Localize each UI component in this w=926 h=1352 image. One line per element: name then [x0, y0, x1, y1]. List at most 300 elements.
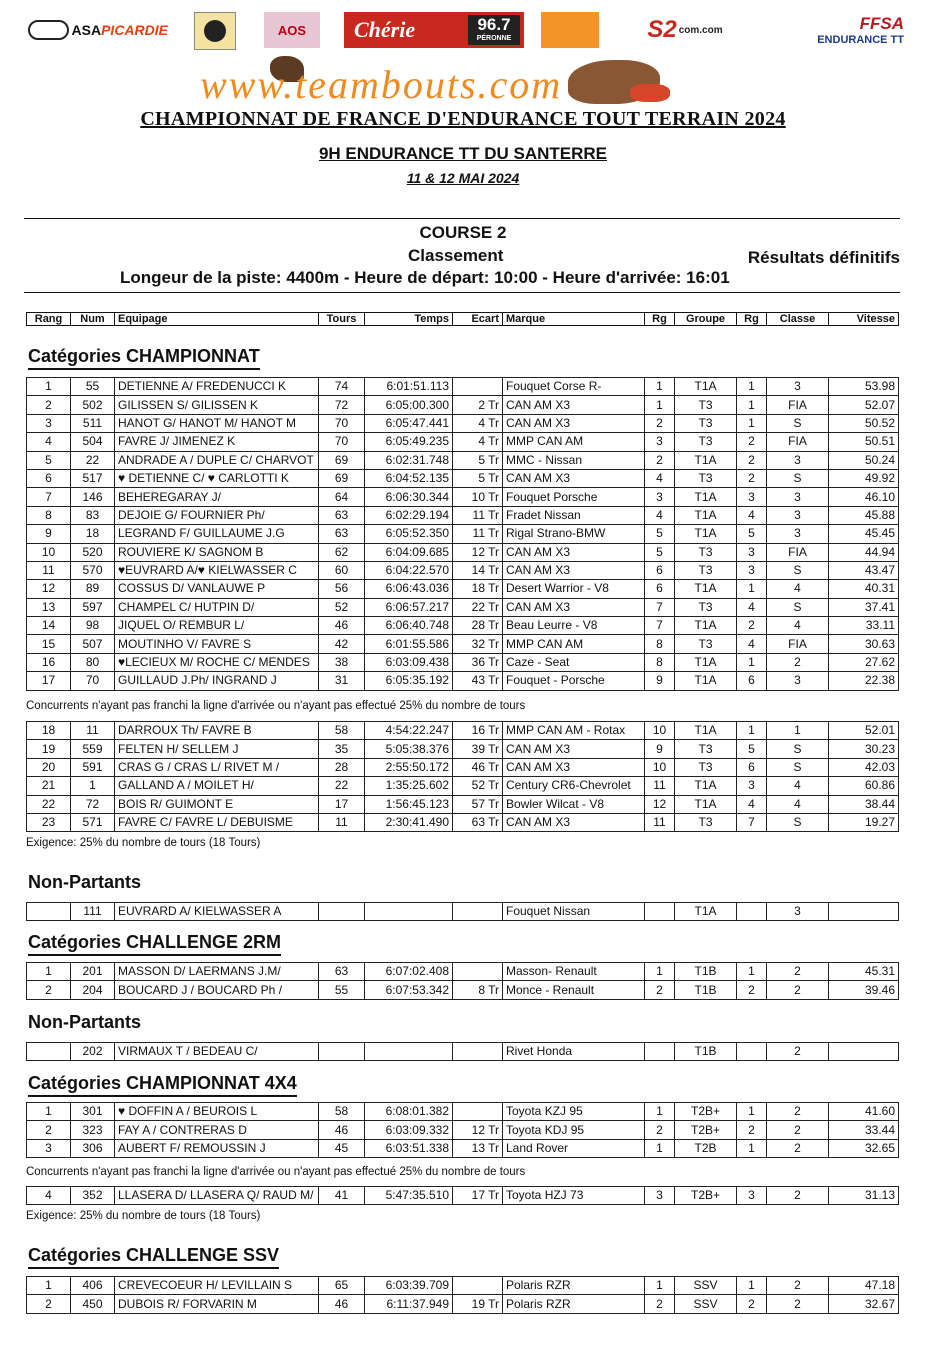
cell-num: 11 [71, 722, 115, 740]
cell-vitesse: 45.88 [829, 506, 899, 524]
sponsor-logo-strip [28, 12, 904, 52]
cell-equipage: COSSUS D/ VANLAUWE P [115, 580, 319, 598]
section-title-non-partants-2: Non-Partants [28, 1012, 142, 1032]
cell-classe: S [767, 813, 829, 831]
results-table-championnat-4x4 [26, 1102, 899, 1158]
cell-num: 1 [71, 777, 115, 795]
cell-temps: 6:06:43.036 [365, 580, 453, 598]
cell-num: 18 [71, 525, 115, 543]
cell-tours: 55 [319, 981, 365, 999]
cell-equipage: GILISSEN S/ GILISSEN K [115, 396, 319, 414]
cell-marque: CAN AM X3 [503, 758, 645, 776]
cell-temps: 4:54:22.247 [365, 722, 453, 740]
cell-equipage: BOUCARD J / BOUCARD Ph / [115, 981, 319, 999]
cell-temps: 6:07:02.408 [365, 963, 453, 981]
results-table-championnat-4x4-nc [26, 1186, 899, 1205]
cell-rang: 4 [27, 433, 71, 451]
cell-temps: 1:56:45.123 [365, 795, 453, 813]
cell-marque: Rivet Honda [503, 1043, 645, 1061]
cell-tours: 52 [319, 598, 365, 616]
cell-equipage: VIRMAUX T / BEDEAU C/ [115, 1043, 319, 1061]
cell-equipage: ♥EUVRARD A/♥ KIELWASSER C [115, 561, 319, 579]
cell-vitesse: 45.31 [829, 963, 899, 981]
cherie-city: PÉRONNE [476, 35, 512, 42]
cell-vitesse: 46.10 [829, 488, 899, 506]
picardie-logo [194, 12, 236, 50]
table-row [27, 777, 899, 795]
cell-classe: 4 [767, 777, 829, 795]
cell-num: 352 [71, 1187, 115, 1205]
cell-temps: 6:04:09.685 [365, 543, 453, 561]
cell-classe: 2 [767, 1121, 829, 1139]
cell-rg-groupe: 5 [645, 543, 675, 561]
cell-tours: 74 [319, 378, 365, 396]
cell-rg-groupe: 1 [645, 396, 675, 414]
results-table-championnat [26, 377, 899, 691]
cell-classe: FIA [767, 396, 829, 414]
cell-vitesse [829, 1043, 899, 1061]
cell-marque: MMP CAN AM - Rotax [503, 722, 645, 740]
cell-rg-classe: 6 [737, 672, 767, 690]
cell-rang: 1 [27, 378, 71, 396]
cell-rg-classe: 1 [737, 1277, 767, 1295]
cell-temps: 6:05:00.300 [365, 396, 453, 414]
s2-logo-suffix: com.com [678, 24, 723, 36]
col-vitesse: Vitesse [829, 313, 899, 326]
cell-rg-groupe: 1 [645, 963, 675, 981]
table-row [27, 1139, 899, 1157]
cell-vitesse: 33.11 [829, 617, 899, 635]
cell-equipage: FAVRE C/ FAVRE L/ DEBUISME [115, 813, 319, 831]
cell-rg-groupe: 2 [645, 1295, 675, 1313]
cell-num: 517 [71, 469, 115, 487]
cell-marque: Fouquet - Porsche [503, 672, 645, 690]
cell-rg-classe: 4 [737, 635, 767, 653]
cell-rang: 1 [27, 1103, 71, 1121]
cell-num: 591 [71, 758, 115, 776]
cell-tours: 65 [319, 1277, 365, 1295]
cell-rg-classe: 1 [737, 653, 767, 671]
col-temps: Temps [365, 313, 453, 326]
table-row [27, 722, 899, 740]
cell-vitesse: 53.98 [829, 378, 899, 396]
cell-rg-groupe: 3 [645, 1187, 675, 1205]
cell-vitesse: 43.47 [829, 561, 899, 579]
cell-num: 22 [71, 451, 115, 469]
cell-rg-classe: 1 [737, 414, 767, 432]
track-info-divider [24, 292, 900, 293]
cell-equipage: CHAMPEL C/ HUTPIN D/ [115, 598, 319, 616]
table-row [27, 963, 899, 981]
cell-classe: 4 [767, 795, 829, 813]
cell-temps: 2:55:50.172 [365, 758, 453, 776]
picardie-emblem-icon [204, 20, 226, 42]
cell-classe: 2 [767, 1043, 829, 1061]
table-row [27, 451, 899, 469]
s2-logo [620, 12, 750, 48]
cell-num: 202 [71, 1043, 115, 1061]
cell-num: 72 [71, 795, 115, 813]
cell-marque: MMP CAN AM [503, 635, 645, 653]
cherie-freq-box [468, 15, 520, 45]
col-groupe: Groupe [675, 313, 737, 326]
cell-rg-groupe: 11 [645, 777, 675, 795]
cell-temps: 6:08:01.382 [365, 1103, 453, 1121]
cell-rg-groupe: 10 [645, 722, 675, 740]
results-table-challenge-ssv [26, 1276, 899, 1314]
cell-tours: 28 [319, 758, 365, 776]
cell-classe: 3 [767, 451, 829, 469]
cell-rg-groupe: 9 [645, 740, 675, 758]
asa-picardie-logo [28, 12, 168, 48]
table-row [27, 1121, 899, 1139]
cell-temps: 6:06:57.217 [365, 598, 453, 616]
cell-num: 146 [71, 488, 115, 506]
cell-marque: CAN AM X3 [503, 813, 645, 831]
cell-tours: 11 [319, 813, 365, 831]
cell-marque: Desert Warrior - V8 [503, 580, 645, 598]
table-row [27, 433, 899, 451]
table-row [27, 1295, 899, 1313]
table-row [27, 617, 899, 635]
cell-ecart [453, 1043, 503, 1061]
cell-rg-groupe [645, 1043, 675, 1061]
cell-rg-classe: 5 [737, 525, 767, 543]
cell-classe: 2 [767, 1187, 829, 1205]
cell-equipage: DEJOIE G/ FOURNIER Ph/ [115, 506, 319, 524]
cell-rg-groupe: 7 [645, 617, 675, 635]
cell-vitesse: 50.24 [829, 451, 899, 469]
cell-groupe: T3 [675, 543, 737, 561]
cell-rg-groupe: 2 [645, 414, 675, 432]
cell-rg-groupe: 10 [645, 758, 675, 776]
cell-marque: Toyota KZJ 95 [503, 1103, 645, 1121]
cell-marque: Monce - Renault [503, 981, 645, 999]
cell-num: 80 [71, 653, 115, 671]
cell-rg-classe: 3 [737, 1187, 767, 1205]
cell-tours: 42 [319, 635, 365, 653]
cell-groupe: T3 [675, 433, 737, 451]
cell-tours: 38 [319, 653, 365, 671]
cell-rg-classe: 6 [737, 758, 767, 776]
cell-ecart: 57 Tr [453, 795, 503, 813]
table-row [27, 506, 899, 524]
cell-groupe: SSV [675, 1295, 737, 1313]
cell-num: 70 [71, 672, 115, 690]
cell-ecart: 14 Tr [453, 561, 503, 579]
cell-vitesse: 52.01 [829, 722, 899, 740]
cell-rang: 1 [27, 963, 71, 981]
cell-ecart: 11 Tr [453, 525, 503, 543]
asa-logo-prefix: ASA [71, 22, 102, 38]
cell-groupe: T3 [675, 469, 737, 487]
cell-equipage: MASSON D/ LAERMANS J.M/ [115, 963, 319, 981]
cell-rg-groupe: 6 [645, 580, 675, 598]
cell-groupe: T1A [675, 777, 737, 795]
table-row [27, 414, 899, 432]
cell-rang: 10 [27, 543, 71, 561]
cell-rg-classe: 1 [737, 1139, 767, 1157]
cell-ecart: 10 Tr [453, 488, 503, 506]
cell-tours: 41 [319, 1187, 365, 1205]
cell-classe: S [767, 598, 829, 616]
cell-marque: Rigal Strano-BMW [503, 525, 645, 543]
cell-tours: 56 [319, 580, 365, 598]
cell-marque: CAN AM X3 [503, 543, 645, 561]
cell-equipage: HANOT G/ HANOT M/ HANOT M [115, 414, 319, 432]
cell-num: 504 [71, 433, 115, 451]
cell-tours: 62 [319, 543, 365, 561]
cell-vitesse: 44.94 [829, 543, 899, 561]
cell-rang: 2 [27, 396, 71, 414]
results-table-non-partants-1 [26, 902, 899, 921]
cell-num: 511 [71, 414, 115, 432]
cell-groupe: SSV [675, 1277, 737, 1295]
cell-marque: Fouquet Corse R- [503, 378, 645, 396]
cell-rg-classe: 1 [737, 1103, 767, 1121]
cell-equipage: BEHEREGARAY J/ [115, 488, 319, 506]
cell-groupe: T3 [675, 561, 737, 579]
cell-rg-groupe: 8 [645, 653, 675, 671]
cell-marque: CAN AM X3 [503, 740, 645, 758]
cell-groupe: T1A [675, 653, 737, 671]
cell-ecart [453, 378, 503, 396]
cell-temps: 2:30:41.490 [365, 813, 453, 831]
cell-equipage: GUILLAUD J.Ph/ INGRAND J [115, 672, 319, 690]
cell-marque: Caze - Seat [503, 653, 645, 671]
cell-rang: 8 [27, 506, 71, 524]
cell-rg-classe: 3 [737, 561, 767, 579]
table-row [27, 813, 899, 831]
col-classe: Classe [767, 313, 829, 326]
cell-rang [27, 903, 71, 921]
table-row [27, 758, 899, 776]
cell-temps: 6:05:35.192 [365, 672, 453, 690]
section-title-championnat-4x4: Catégories CHAMPIONNAT 4X4 [28, 1073, 297, 1097]
cell-marque: CAN AM X3 [503, 414, 645, 432]
cell-groupe: T1A [675, 795, 737, 813]
cell-num: 559 [71, 740, 115, 758]
cell-rg-classe: 4 [737, 795, 767, 813]
cell-ecart: 12 Tr [453, 1121, 503, 1139]
col-tours: Tours [319, 313, 365, 326]
s2-logo-text: S2 [647, 16, 677, 43]
cell-rang: 13 [27, 598, 71, 616]
cell-groupe: T1A [675, 451, 737, 469]
cell-vitesse: 19.27 [829, 813, 899, 831]
ffsa-logo-text: FFSA [859, 14, 904, 33]
cell-vitesse: 42.03 [829, 758, 899, 776]
cell-ecart: 4 Tr [453, 414, 503, 432]
cell-classe: 2 [767, 981, 829, 999]
cell-rg-classe [737, 1043, 767, 1061]
cell-vitesse: 33.44 [829, 1121, 899, 1139]
cell-equipage: GALLAND A / MOILET H/ [115, 777, 319, 795]
cell-num: 520 [71, 543, 115, 561]
cell-rang: 21 [27, 777, 71, 795]
cell-equipage: CREVECOEUR H/ LEVILLAIN S [115, 1277, 319, 1295]
cell-classe: FIA [767, 635, 829, 653]
cell-num: 507 [71, 635, 115, 653]
cell-temps: 6:01:51.113 [365, 378, 453, 396]
classement-title: Classement [408, 246, 504, 265]
cell-rg-classe: 1 [737, 396, 767, 414]
cell-groupe: T1A [675, 506, 737, 524]
cell-equipage: ♥ DOFFIN A / BEUROIS L [115, 1103, 319, 1121]
cell-tours: 46 [319, 1295, 365, 1313]
cell-rg-classe: 5 [737, 740, 767, 758]
team-website-banner: www.teambouts.com [200, 62, 563, 107]
col-rg-classe: Rg [737, 313, 767, 326]
cell-rg-groupe: 2 [645, 451, 675, 469]
cell-groupe: T1A [675, 525, 737, 543]
cell-rang: 14 [27, 617, 71, 635]
cell-equipage: DUBOIS R/ FORVARIN M [115, 1295, 319, 1313]
cell-marque: Masson- Renault [503, 963, 645, 981]
cell-marque: MMP CAN AM [503, 433, 645, 451]
cell-vitesse: 45.45 [829, 525, 899, 543]
cell-rang: 3 [27, 1139, 71, 1157]
cell-groupe: T3 [675, 758, 737, 776]
cell-rg-classe: 1 [737, 580, 767, 598]
cell-temps: 6:03:51.338 [365, 1139, 453, 1157]
cell-tours: 64 [319, 488, 365, 506]
cell-num: 450 [71, 1295, 115, 1313]
column-header-table [26, 312, 899, 326]
cell-tours: 63 [319, 963, 365, 981]
cell-rang: 12 [27, 580, 71, 598]
cell-rg-groupe: 1 [645, 1139, 675, 1157]
cell-equipage: LEGRAND F/ GUILLAUME J.G [115, 525, 319, 543]
cell-marque: Fradet Nissan [503, 506, 645, 524]
col-rg-groupe: Rg [645, 313, 675, 326]
asa-logo-suffix: PICARDIE [101, 22, 168, 38]
cell-tours: 22 [319, 777, 365, 795]
cell-ecart: 5 Tr [453, 451, 503, 469]
cell-ecart: 32 Tr [453, 635, 503, 653]
cell-groupe: T1A [675, 488, 737, 506]
cell-temps: 6:05:49.235 [365, 433, 453, 451]
cherie-freq: 96.7 [477, 15, 511, 34]
cell-groupe: T3 [675, 414, 737, 432]
cell-marque: Toyota KDJ 95 [503, 1121, 645, 1139]
cell-tours: 58 [319, 722, 365, 740]
cell-classe: 1 [767, 722, 829, 740]
cell-ecart: 2 Tr [453, 396, 503, 414]
cell-rg-groupe: 2 [645, 1121, 675, 1139]
cell-vitesse: 47.18 [829, 1277, 899, 1295]
table-row [27, 561, 899, 579]
cell-temps: 6:11:37.949 [365, 1295, 453, 1313]
cell-rg-classe: 1 [737, 378, 767, 396]
cell-marque: Polaris RZR [503, 1295, 645, 1313]
cell-equipage: FELTEN H/ SELLEM J [115, 740, 319, 758]
cell-rang: 23 [27, 813, 71, 831]
cell-groupe: T1A [675, 378, 737, 396]
cell-tours: 69 [319, 469, 365, 487]
cell-num: 301 [71, 1103, 115, 1121]
cell-marque: CAN AM X3 [503, 469, 645, 487]
table-row [27, 740, 899, 758]
cell-rg-groupe: 1 [645, 378, 675, 396]
cell-marque: Beau Leurre - V8 [503, 617, 645, 635]
table-row [27, 598, 899, 616]
cell-ecart: 13 Tr [453, 1139, 503, 1157]
cell-marque: Fouquet Porsche [503, 488, 645, 506]
cell-equipage: ANDRADE A / DUPLE C/ CHARVOT [115, 451, 319, 469]
cell-rg-groupe: 2 [645, 981, 675, 999]
cell-num: 98 [71, 617, 115, 635]
cell-rg-classe: 2 [737, 1295, 767, 1313]
cell-temps: 5:05:38.376 [365, 740, 453, 758]
table-row [27, 635, 899, 653]
event-title: 9H ENDURANCE TT DU SANTERRE [318, 144, 608, 163]
cell-rang: 2 [27, 1121, 71, 1139]
cell-temps: 1:35:25.602 [365, 777, 453, 795]
cell-classe: FIA [767, 433, 829, 451]
cell-groupe: T1A [675, 617, 737, 635]
cell-vitesse: 52.07 [829, 396, 899, 414]
header-divider [24, 218, 900, 219]
checkered-flag-icon [28, 20, 69, 40]
cell-vitesse: 49.92 [829, 469, 899, 487]
results-table-championnat-nc [26, 721, 899, 832]
event-dates: 11 & 12 MAI 2024 [406, 170, 520, 186]
cell-tours: 69 [319, 451, 365, 469]
cell-num: 570 [71, 561, 115, 579]
cell-tours: 60 [319, 561, 365, 579]
cell-equipage: FAY A / CONTRERAS D [115, 1121, 319, 1139]
cell-vitesse: 30.23 [829, 740, 899, 758]
cell-rg-classe: 2 [737, 617, 767, 635]
cell-equipage: DETIENNE A/ FREDENUCCI K [115, 378, 319, 396]
cell-temps: 6:04:52.135 [365, 469, 453, 487]
cell-groupe: T3 [675, 740, 737, 758]
cell-num: 204 [71, 981, 115, 999]
cell-num: 323 [71, 1121, 115, 1139]
table-row [27, 378, 899, 396]
results-status: Résultats définitifs [747, 248, 900, 267]
cell-num: 406 [71, 1277, 115, 1295]
cell-temps: 6:04:22.570 [365, 561, 453, 579]
cell-ecart: 5 Tr [453, 469, 503, 487]
cell-ecart: 43 Tr [453, 672, 503, 690]
cell-ecart: 17 Tr [453, 1187, 503, 1205]
cell-classe: 4 [767, 580, 829, 598]
cell-groupe: T3 [675, 396, 737, 414]
cell-rang: 5 [27, 451, 71, 469]
table-row [27, 903, 899, 921]
championship-title: CHAMPIONNAT DE FRANCE D'ENDURANCE TOUT TERRAIN 2024 [140, 108, 786, 130]
cell-vitesse: 27.62 [829, 653, 899, 671]
cell-classe: 2 [767, 653, 829, 671]
cell-tours: 70 [319, 414, 365, 432]
cell-classe: 3 [767, 506, 829, 524]
cell-ecart: 11 Tr [453, 506, 503, 524]
cell-groupe: T2B+ [675, 1103, 737, 1121]
cell-rg-classe: 2 [737, 451, 767, 469]
course-title: COURSE 2 [419, 223, 507, 242]
cell-ecart: 22 Tr [453, 598, 503, 616]
cell-rang: 17 [27, 672, 71, 690]
cell-tours: 17 [319, 795, 365, 813]
cell-groupe: T2B+ [675, 1187, 737, 1205]
cell-equipage: ♥LECIEUX M/ ROCHE C/ MENDES [115, 653, 319, 671]
cell-vitesse: 50.51 [829, 433, 899, 451]
note-not-finished-championnat: Concurrents n'ayant pas franchi la ligne d'arrivée ou n'ayant pas effectué 25% du nombre de tours [26, 700, 526, 712]
cell-classe: 3 [767, 672, 829, 690]
cell-rg-groupe: 4 [645, 469, 675, 487]
